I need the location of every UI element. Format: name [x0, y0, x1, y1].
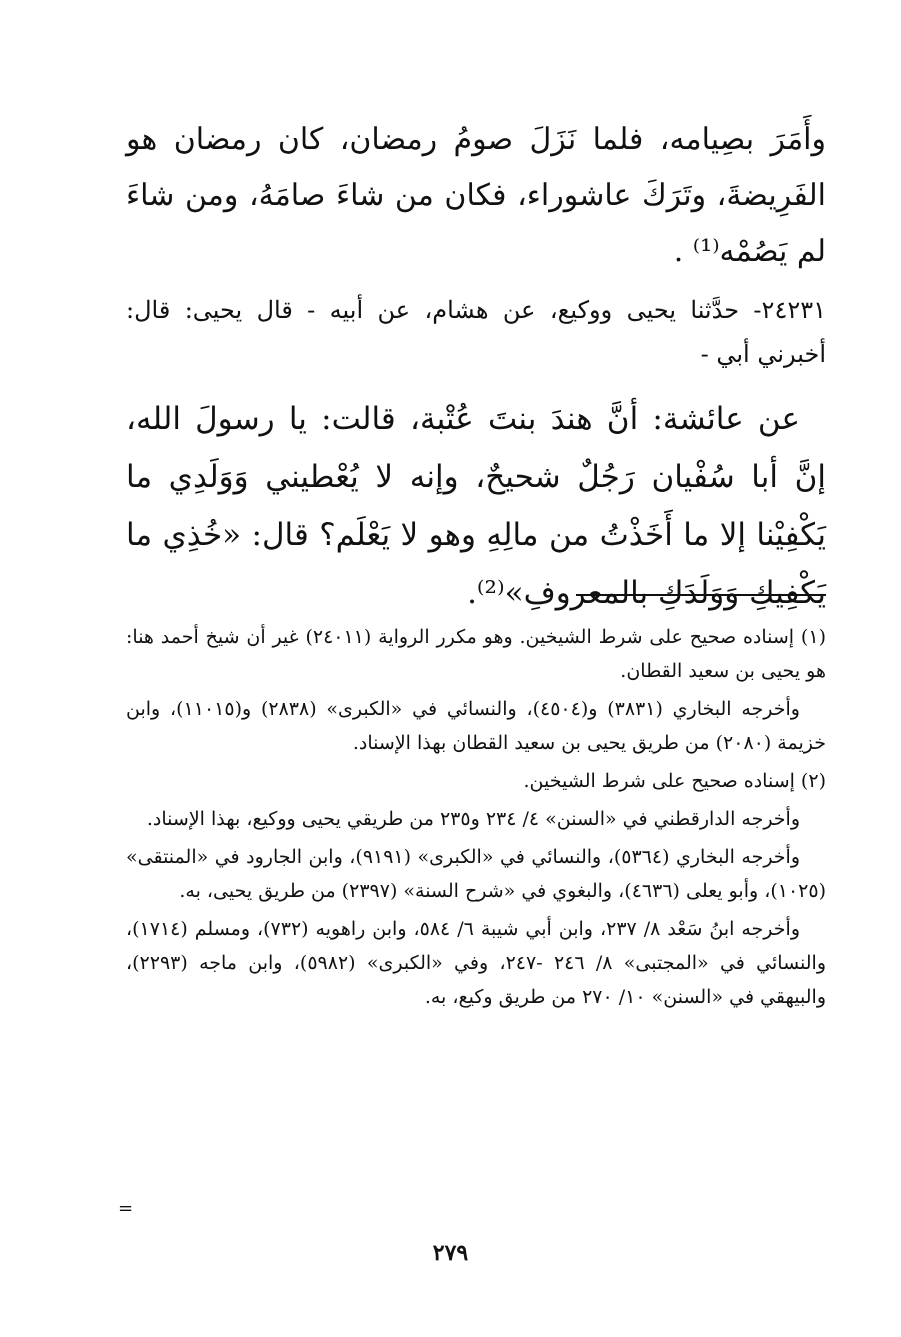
main-paragraph: وأَمَرَ بصِيامه، فلما نَزَلَ صومُ رمضان، كان رمضان هو الفَرِيضةَ، وتَرَكَ عاشوراء، فكان من شاءَ صامَهُ، ومن شاءَ لم يَصُمْه⁽¹⁾ .	[126, 122, 826, 269]
footnote-paragraph: وأخرجه البخاري (٣٨٣١) و(٤٥٠٤)، والنسائي في «الكبرى» (٢٨٣٨) و(١١٠١٥)، وابن خزيمة (٢٠٨٠) من طريق يحيى بن سعيد القطان بهذا الإسناد.	[126, 698, 826, 754]
hadith-text: عن عائشة: أنَّ هندَ بنتَ عُتْبة، قالت: يا رسولَ الله، إنَّ أبا سُفْيان رَجُلٌ شحيحٌ، وإنه لا يُعْطيني وَوَلَدِي ما يَكْفِيْنا إلا ما أَخَذْتُ من مالِهِ وهو لا يَعْلَم؟ قال: «خُذِي ما يَكْفِيكِ وَوَلَدَكِ بالمعروفِ»⁽²⁾.	[126, 401, 826, 611]
hadith-chain: ٢٤٢٣١- حدَّثنا يحيى ووكيع، عن هشام، عن أبيه - قال يحيى: قال: أخبرني أبي -	[126, 296, 826, 368]
footnotes	[126, 620, 826, 1018]
footnote-separator	[576, 594, 826, 596]
main-text	[126, 112, 826, 622]
page-number: ٢٧٩	[432, 1240, 469, 1266]
footnote-2: (٢) إسناده صحيح على شرط الشيخين.	[523, 770, 826, 792]
footnote-paragraph: وأخرجه ابنُ سَعْد ٨/ ٢٣٧، وابن أبي شيبة ٦/ ٥٨٤، وابن راهويه (٧٣٢)، ومسلم (١٧١٤)، والنسائي في «المجتبى» ٨/ ٢٤٦ -٢٤٧، وفي «الكبرى» (٥٩٨٢)، وابن ماجه (٢٢٩٣)، والبيهقي في «السنن» ١٠/ ٢٧٠ من طريق وكيع، به.	[126, 918, 826, 1008]
footnote-paragraph: وأخرجه الدارقطني في «السنن» ٤/ ٢٣٤ و٢٣٥ من طريقي يحيى ووكيع، بهذا الإسناد.	[146, 808, 800, 830]
continuation-mark: =	[118, 1198, 134, 1219]
footnote-paragraph: وأخرجه البخاري (٥٣٦٤)، والنسائي في «الكبرى» (٩١٩١)، وابن الجارود في «المنتقى» (١٠٢٥)، وأبو يعلى (٤٦٣٦)، والبغوي في «شرح السنة» (٢٣٩٧) من طريق يحيى، به.	[126, 846, 826, 902]
footnote-1: (١) إسناده صحيح على شرط الشيخين. وهو مكرر الرواية (٢٤٠١١) غير أن شيخ أحمد هنا: هو يحيى بن سعيد القطان.	[126, 626, 826, 682]
